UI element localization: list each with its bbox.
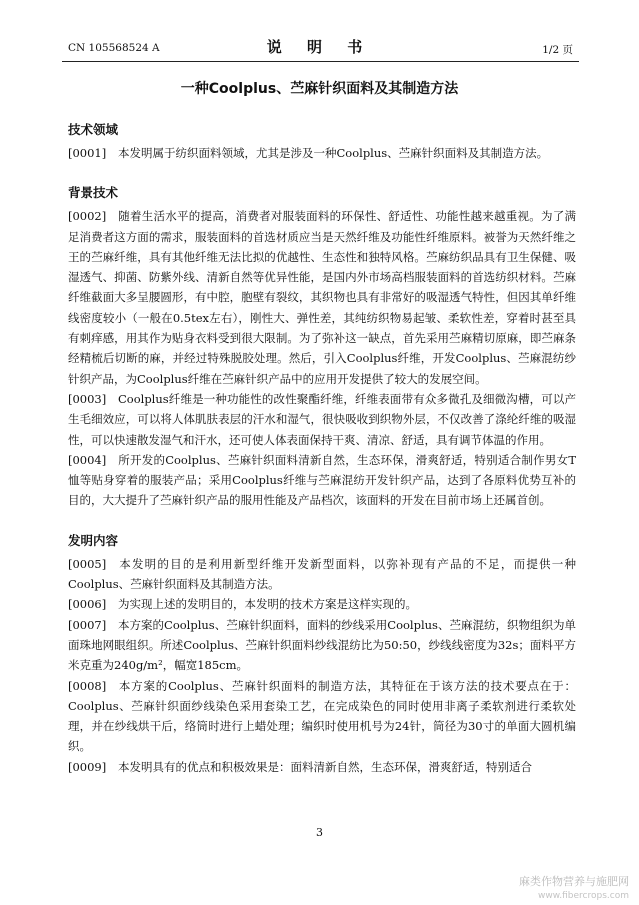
section-title: 说 明 书 [266,38,373,56]
paragraph-number: [0006] [68,597,107,612]
section-heading: 技术领域 [68,122,119,137]
paragraph [68,389,576,450]
paragraph-number: [0001] [68,146,107,160]
page-indicator: 1/2 页 [542,44,573,56]
paragraph-text: 本发明属于纺织面料领域，尤其是涉及一种Coolplus、苎麻针织面料及其制造方法。 [118,146,549,160]
paragraph-text: 所开发的Coolplus、苎麻针织面料清新自然，生态环保，滑爽舒适，特别适合制作男女T恤等贴身穿着的服装产品；采用Coolplus纤维与苎麻混纺开发针织产品，达到了各原料优势互补的目的，大大提升了苎麻针织产品的服用性能及产品档次，该面料的开发在目前市场上还属首创。 [68,452,576,508]
watermark-text: 麻类作物营养与施肥网 [519,875,629,888]
header-divider [62,61,579,62]
paragraph-text: Coolplus纤维是一种功能性的改性聚酯纤维，纤维表面带有众多微孔及细微沟槽，可以产生毛细效应，可以将人体肌肤表层的汗水和湿气，很快吸收到织物外层，不仅改善了涤纶纤维的吸湿性，可以快速散发湿气和汗水，还可使人体表面保持干爽、清凉、舒适，具有调节体温的作用。 [68,391,576,447]
paragraph-number: [0008] [68,678,107,693]
document-body [68,100,576,777]
paragraph-number: [0005] [68,556,107,571]
paragraph-text: 本发明的目的是利用新型纤维开发新型面料，以弥补现有产品的不足，而提供一种Coolplus、苎麻针织面料及其制造方法。 [68,556,576,592]
watermark-url: www.fibercrops.com [538,891,629,901]
paragraph [68,206,576,389]
paragraph-text: 随着生活水平的提高，消费者对服装面料的环保性、舒适性、功能性越来越重视。为了满足消费者这方面的需求，服装面料的首选材质应当是天然纤维及功能性纤维原料。被誉为天然纤维之王的苎麻纤维，具有其他纤维无法比拟的优越性、生态性和独特风格。苎麻纺织品具有卫生保健、吸湿透气、抑菌、防紫外线、清新自然等优异性能，是国内外市场高档服装面料的首选纺织材料。苎麻纤维截面大多呈腰圆形，有中腔，胞壁有裂纹，其织物也具有非常好的吸湿透气特性，但因其单纤维线密度较小（一般在0.5tex左右），刚性大、弹性差，其纯纺织物易起皱、柔软性差，穿着时甚至具有刺痒感，用其作为贴身衣料受到很大限制。为了弥补这一缺点，首先采用苎麻精切原麻，即苎麻条经精梳后切断的麻，并经过特殊脱胶处理。然后，引入Coolplus纤维，开发Coolplus、苎麻混纺纱针织产品，为Coolplus纤维在苎麻针织产品中的应用开发提供了较大的发展空间。 [68,209,576,386]
paragraph [68,757,576,777]
paragraph-number: [0002] [68,209,107,224]
paragraph [68,143,576,163]
paragraph [68,676,576,757]
paragraph [68,615,576,676]
paragraph-text: 本发明具有的优点和积极效果是：面料清新自然，生态环保，滑爽舒适，特别适合 [118,759,532,774]
paragraph-number: [0007] [68,617,107,632]
document-number: CN 105568524 A [68,42,160,54]
section-heading: 背景技术 [68,185,119,201]
paragraph-text: 本方案的Coolplus、苎麻针织面料的制造方法，其特征在于该方法的技术要点在于：Coolplus、苎麻针织面纱线染色采用套染工艺，在完成染色的同时使用非离子柔软剂进行柔软处理，并在纱线烘干后，络筒时进行上蜡处理；编织时使用机号为24针，筒径为30寸的单面大圆机编织。 [68,678,576,754]
paragraph-number: [0009] [68,759,107,774]
paragraph [68,554,576,595]
paragraph-number: [0004] [68,452,107,467]
section-heading: 发明内容 [68,532,119,548]
paragraph-text: 为实现上述的发明目的，本发明的技术方案是这样实现的。 [118,597,417,612]
paragraph-text: 本方案的Coolplus、苎麻针织面料，面料的纱线采用Coolplus、苎麻混纺，织物组织为单面珠地网眼组织。所述Coolplus、苎麻针织面料纱线混纺比为50:50，纱线线密度为32s；面料平方米克重为240g/m²，幅宽185cm。 [68,617,576,673]
document-title: 一种Coolplus、苎麻针织面料及其制造方法 [180,81,459,97]
page-number: 3 [316,826,323,839]
paragraph [68,450,576,511]
paragraph [68,594,576,614]
paragraph-number: [0003] [68,391,107,406]
